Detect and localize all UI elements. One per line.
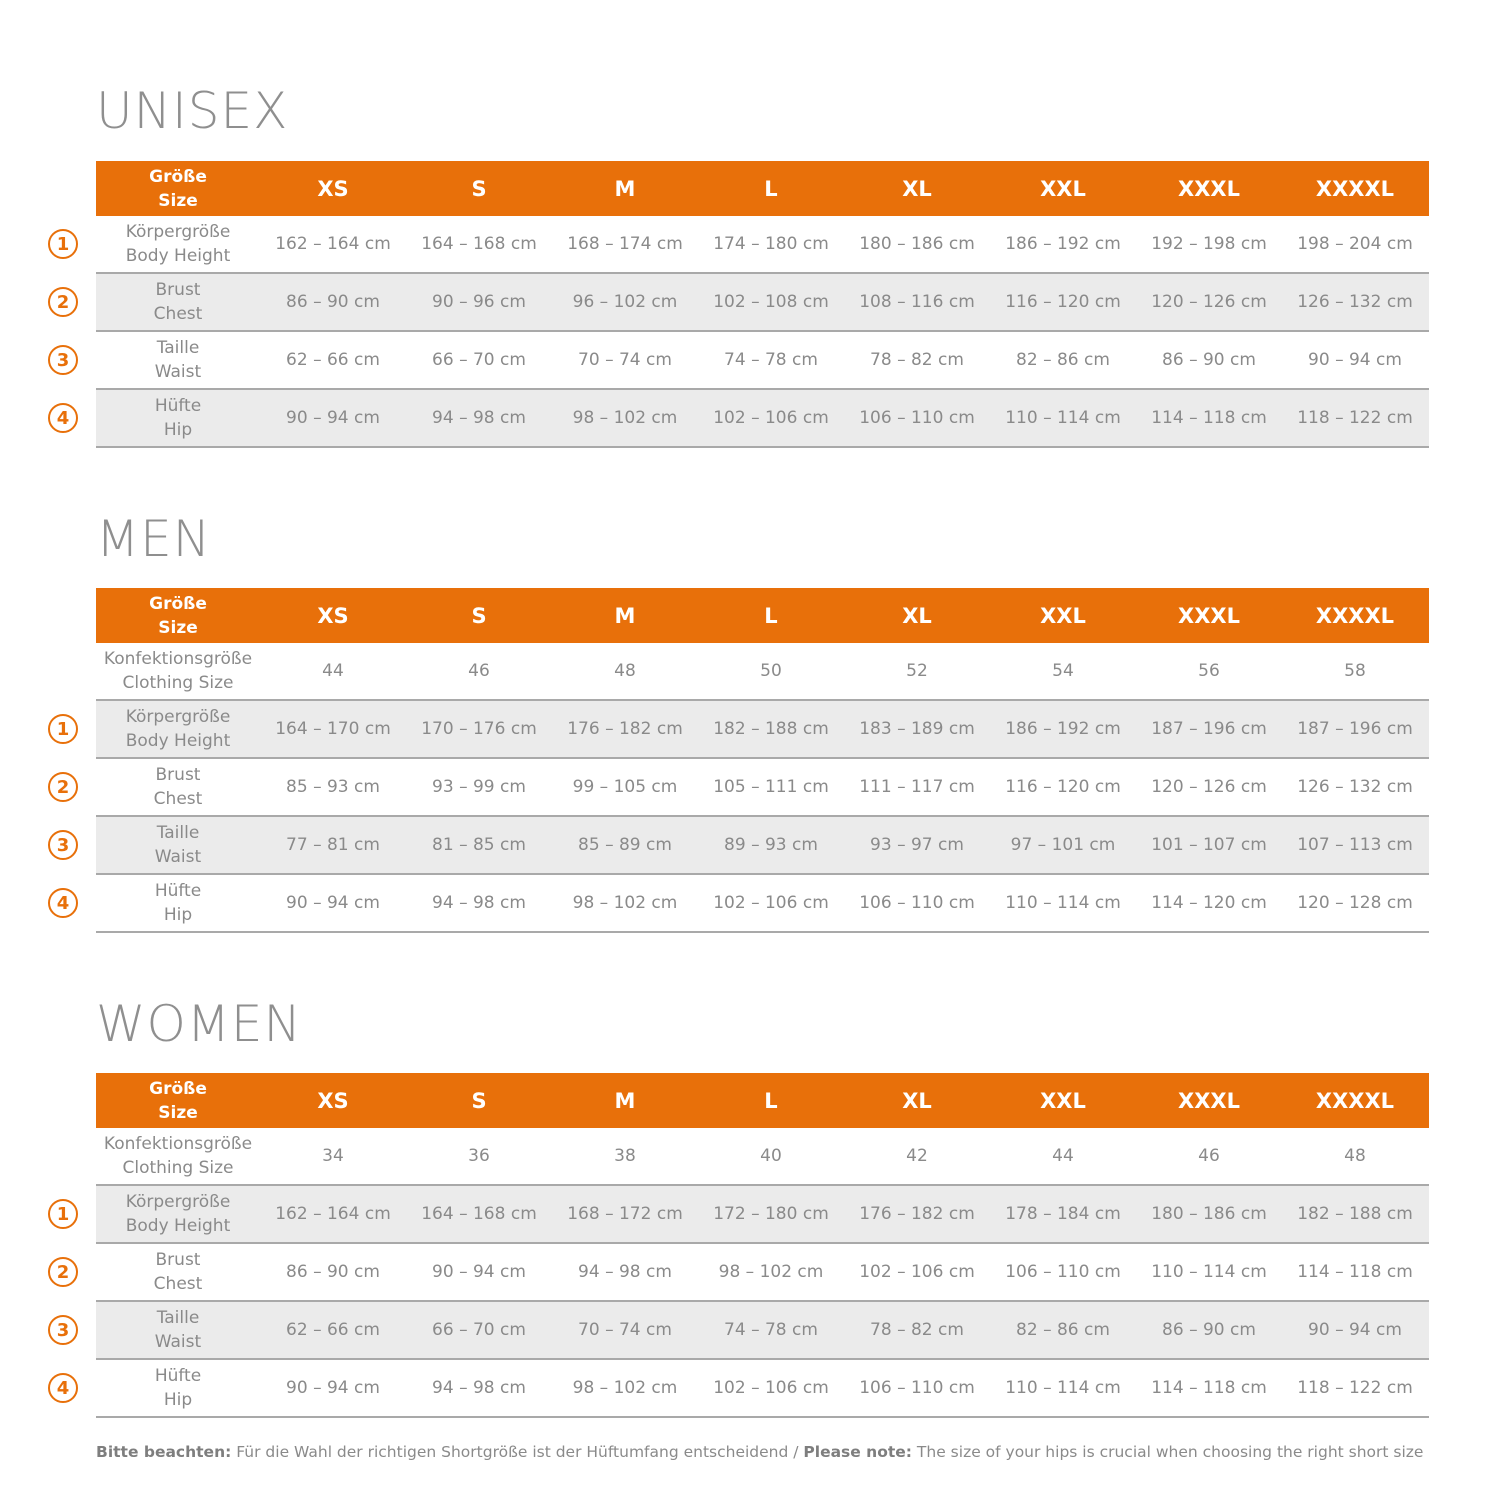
- table-cell: 187 – 196 cm: [1297, 719, 1413, 739]
- size-column-header: L: [764, 1088, 778, 1113]
- table-row: [96, 1360, 1429, 1418]
- table-row: [96, 390, 1429, 448]
- row-label-de: Brust: [155, 280, 201, 300]
- table-cell: 93 – 99 cm: [432, 777, 526, 797]
- table-row: [96, 1128, 1429, 1186]
- size-column-header: S: [471, 1088, 487, 1113]
- row-number-badge: 1: [48, 229, 78, 259]
- table-cell: 101 – 107 cm: [1151, 835, 1267, 855]
- table-cell: 50: [760, 661, 782, 681]
- table-header-row: [96, 161, 1429, 216]
- table-cell: 108 – 116 cm: [859, 292, 975, 312]
- table-row: [96, 759, 1429, 817]
- table-cell: 120 – 126 cm: [1151, 292, 1267, 312]
- table-cell: 182 – 188 cm: [1297, 1204, 1413, 1224]
- table-cell: 106 – 110 cm: [1005, 1262, 1121, 1282]
- table-cell: 106 – 110 cm: [859, 893, 975, 913]
- table-cell: 164 – 168 cm: [421, 234, 537, 254]
- table-cell: 90 – 96 cm: [432, 292, 526, 312]
- size-column-header: XXL: [1040, 603, 1086, 628]
- row-label: [96, 879, 260, 927]
- table-cell: 94 – 98 cm: [432, 408, 526, 428]
- table-cell: 102 – 106 cm: [713, 1378, 829, 1398]
- row-label-en: Hip: [163, 905, 193, 925]
- footnote-en-text: The size of your hips is crucial when choosing the right short size: [912, 1443, 1424, 1461]
- header-label-en: Size: [158, 190, 198, 211]
- table-cell: 198 – 204 cm: [1297, 234, 1413, 254]
- row-label: [96, 647, 260, 695]
- table-row: [96, 817, 1429, 875]
- table-row: [96, 1244, 1429, 1302]
- table-cell: 90 – 94 cm: [286, 408, 380, 428]
- row-label-en: Chest: [153, 789, 203, 809]
- row-label-en: Waist: [154, 362, 202, 382]
- row-label: [96, 1248, 260, 1296]
- table-cell: 62 – 66 cm: [286, 1320, 380, 1340]
- table-cell: 44: [1052, 1146, 1074, 1166]
- table-cell: 85 – 93 cm: [286, 777, 380, 797]
- table-cell: 90 – 94 cm: [1308, 350, 1402, 370]
- table-cell: 74 – 78 cm: [724, 350, 818, 370]
- table-cell: 192 – 198 cm: [1151, 234, 1267, 254]
- table-cell: 110 – 114 cm: [1151, 1262, 1267, 1282]
- table-cell: 126 – 132 cm: [1297, 777, 1413, 797]
- size-column-header: XXXXL: [1315, 1088, 1395, 1113]
- row-label-en: Chest: [153, 304, 203, 324]
- size-column-header: L: [764, 603, 778, 628]
- row-label-en: Waist: [154, 847, 202, 867]
- table-cell: 52: [906, 661, 928, 681]
- table-cell: 90 – 94 cm: [286, 893, 380, 913]
- table-cell: 118 – 122 cm: [1297, 408, 1413, 428]
- table-cell: 116 – 120 cm: [1005, 777, 1121, 797]
- row-label-en: Body Height: [125, 246, 231, 266]
- size-column-header: XL: [902, 603, 932, 628]
- row-number-badge: 1: [48, 1199, 78, 1229]
- table-cell: 99 – 105 cm: [572, 777, 678, 797]
- table-cell: 66 – 70 cm: [432, 1320, 526, 1340]
- table-row: [96, 1302, 1429, 1360]
- table-cell: 106 – 110 cm: [859, 408, 975, 428]
- table-cell: 172 – 180 cm: [713, 1204, 829, 1224]
- table-cell: 96 – 102 cm: [572, 292, 678, 312]
- section-title: WOMEN: [96, 995, 302, 1053]
- table-cell: 176 – 182 cm: [567, 719, 683, 739]
- table-cell: 116 – 120 cm: [1005, 292, 1121, 312]
- row-number-badge: 3: [48, 1315, 78, 1345]
- table-cell: 162 – 164 cm: [275, 234, 391, 254]
- row-label: [96, 336, 260, 384]
- table-cell: 74 – 78 cm: [724, 1320, 818, 1340]
- header-label-en: Size: [158, 1102, 198, 1123]
- table-cell: 118 – 122 cm: [1297, 1378, 1413, 1398]
- row-label: [96, 705, 260, 753]
- table-cell: 110 – 114 cm: [1005, 1378, 1121, 1398]
- size-column-header: M: [614, 603, 636, 628]
- table-cell: 102 – 106 cm: [713, 408, 829, 428]
- table-cell: 98 – 102 cm: [718, 1262, 824, 1282]
- row-label: [96, 1364, 260, 1412]
- table-cell: 48: [1344, 1146, 1366, 1166]
- table-cell: 40: [760, 1146, 782, 1166]
- row-label-en: Waist: [154, 1332, 202, 1352]
- table-cell: 168 – 174 cm: [567, 234, 683, 254]
- table-cell: 48: [614, 661, 636, 681]
- size-column-header: XXXL: [1178, 176, 1240, 201]
- table-cell: 62 – 66 cm: [286, 350, 380, 370]
- row-number-badge: 1: [48, 714, 78, 744]
- table-cell: 66 – 70 cm: [432, 350, 526, 370]
- header-size-label: [96, 165, 260, 213]
- table-header-row: [96, 588, 1429, 643]
- section-title: UNISEX: [96, 82, 289, 140]
- table-cell: 85 – 89 cm: [578, 835, 672, 855]
- row-label-en: Chest: [153, 1274, 203, 1294]
- table-cell: 102 – 108 cm: [713, 292, 829, 312]
- row-label: [96, 1306, 260, 1354]
- table-cell: 111 – 117 cm: [859, 777, 975, 797]
- table-cell: 164 – 168 cm: [421, 1204, 537, 1224]
- table-cell: 174 – 180 cm: [713, 234, 829, 254]
- table-cell: 36: [468, 1146, 490, 1166]
- table-cell: 106 – 110 cm: [859, 1378, 975, 1398]
- table-cell: 46: [468, 661, 490, 681]
- table-cell: 78 – 82 cm: [870, 1320, 964, 1340]
- size-column-header: XS: [317, 603, 349, 628]
- table-cell: 90 – 94 cm: [1308, 1320, 1402, 1340]
- table-cell: 78 – 82 cm: [870, 350, 964, 370]
- table-cell: 90 – 94 cm: [432, 1262, 526, 1282]
- table-cell: 162 – 164 cm: [275, 1204, 391, 1224]
- table-cell: 110 – 114 cm: [1005, 893, 1121, 913]
- table-cell: 56: [1198, 661, 1220, 681]
- table-cell: 107 – 113 cm: [1297, 835, 1413, 855]
- row-label: [96, 821, 260, 869]
- table-cell: 110 – 114 cm: [1005, 408, 1121, 428]
- table-row: [96, 701, 1429, 759]
- table-cell: 58: [1344, 661, 1366, 681]
- table-cell: 178 – 184 cm: [1005, 1204, 1121, 1224]
- table-cell: 126 – 132 cm: [1297, 292, 1413, 312]
- row-number-badge: 3: [48, 830, 78, 860]
- table-cell: 168 – 172 cm: [567, 1204, 683, 1224]
- row-number-badge: 4: [48, 1373, 78, 1403]
- table-cell: 97 – 101 cm: [1010, 835, 1116, 855]
- row-label-en: Clothing Size: [122, 673, 234, 693]
- table-cell: 93 – 97 cm: [870, 835, 964, 855]
- row-label-de: Taille: [156, 1308, 200, 1328]
- row-number-badge: 2: [48, 287, 78, 317]
- size-table: [96, 161, 1429, 448]
- table-cell: 102 – 106 cm: [859, 1262, 975, 1282]
- table-cell: 114 – 118 cm: [1151, 408, 1267, 428]
- row-label: [96, 763, 260, 811]
- table-cell: 94 – 98 cm: [578, 1262, 672, 1282]
- table-cell: 187 – 196 cm: [1151, 719, 1267, 739]
- table-cell: 70 – 74 cm: [578, 350, 672, 370]
- row-number-badge: 4: [48, 888, 78, 918]
- table-cell: 114 – 120 cm: [1151, 893, 1267, 913]
- table-cell: 102 – 106 cm: [713, 893, 829, 913]
- header-label-de: Größe: [149, 1078, 207, 1099]
- footnote-en-bold: Please note:: [803, 1443, 912, 1461]
- footnote: [96, 1443, 1423, 1461]
- row-label-de: Hüfte: [154, 396, 202, 416]
- size-column-header: XXL: [1040, 176, 1086, 201]
- table-row: [96, 216, 1429, 274]
- table-cell: 38: [614, 1146, 636, 1166]
- table-cell: 42: [906, 1146, 928, 1166]
- row-label: [96, 394, 260, 442]
- header-label-de: Größe: [149, 593, 207, 614]
- size-column-header: S: [471, 176, 487, 201]
- table-cell: 94 – 98 cm: [432, 893, 526, 913]
- table-cell: 105 – 111 cm: [713, 777, 829, 797]
- table-cell: 46: [1198, 1146, 1220, 1166]
- table-cell: 86 – 90 cm: [1162, 1320, 1256, 1340]
- table-cell: 86 – 90 cm: [286, 1262, 380, 1282]
- footnote-de-text: Für die Wahl der richtigen Shortgröße ist der Hüftumfang entscheidend /: [231, 1443, 804, 1461]
- size-column-header: S: [471, 603, 487, 628]
- size-column-header: XXXXL: [1315, 176, 1395, 201]
- row-label-de: Taille: [156, 338, 200, 358]
- table-cell: 180 – 186 cm: [1151, 1204, 1267, 1224]
- size-column-header: M: [614, 1088, 636, 1113]
- table-cell: 70 – 74 cm: [578, 1320, 672, 1340]
- row-label: [96, 220, 260, 268]
- row-label-de: Konfektionsgröße: [103, 649, 253, 669]
- size-column-header: L: [764, 176, 778, 201]
- table-cell: 82 – 86 cm: [1016, 350, 1110, 370]
- table-row: [96, 643, 1429, 701]
- row-label: [96, 278, 260, 326]
- table-cell: 89 – 93 cm: [724, 835, 818, 855]
- table-cell: 120 – 126 cm: [1151, 777, 1267, 797]
- table-row: [96, 274, 1429, 332]
- row-label-de: Taille: [156, 823, 200, 843]
- header-label-en: Size: [158, 617, 198, 638]
- table-cell: 186 – 192 cm: [1005, 719, 1121, 739]
- row-label-en: Hip: [163, 420, 193, 440]
- table-cell: 82 – 86 cm: [1016, 1320, 1110, 1340]
- row-label-de: Körpergröße: [125, 1192, 231, 1212]
- table-cell: 34: [322, 1146, 344, 1166]
- size-column-header: XXL: [1040, 1088, 1086, 1113]
- row-label-en: Hip: [163, 1390, 193, 1410]
- table-cell: 86 – 90 cm: [286, 292, 380, 312]
- table-cell: 182 – 188 cm: [713, 719, 829, 739]
- table-cell: 120 – 128 cm: [1297, 893, 1413, 913]
- row-label-de: Brust: [155, 765, 201, 785]
- size-column-header: XS: [317, 1088, 349, 1113]
- table-cell: 164 – 170 cm: [275, 719, 391, 739]
- row-label-en: Clothing Size: [122, 1158, 234, 1178]
- table-cell: 98 – 102 cm: [572, 893, 678, 913]
- row-label-de: Körpergröße: [125, 222, 231, 242]
- table-cell: 90 – 94 cm: [286, 1378, 380, 1398]
- row-label-en: Body Height: [125, 1216, 231, 1236]
- size-column-header: XXXL: [1178, 603, 1240, 628]
- size-table: [96, 588, 1429, 933]
- size-column-header: XXXL: [1178, 1088, 1240, 1113]
- section-title: MEN: [96, 510, 212, 568]
- table-cell: 114 – 118 cm: [1297, 1262, 1413, 1282]
- row-label: [96, 1132, 260, 1180]
- table-cell: 86 – 90 cm: [1162, 350, 1256, 370]
- row-label-de: Hüfte: [154, 1366, 202, 1386]
- table-cell: 176 – 182 cm: [859, 1204, 975, 1224]
- size-column-header: XL: [902, 176, 932, 201]
- table-cell: 77 – 81 cm: [286, 835, 380, 855]
- row-label-de: Körpergröße: [125, 707, 231, 727]
- table-cell: 54: [1052, 661, 1074, 681]
- table-cell: 180 – 186 cm: [859, 234, 975, 254]
- table-cell: 170 – 176 cm: [421, 719, 537, 739]
- table-cell: 94 – 98 cm: [432, 1378, 526, 1398]
- footnote-de-bold: Bitte beachten:: [96, 1443, 232, 1461]
- row-number-badge: 2: [48, 1257, 78, 1287]
- size-column-header: M: [614, 176, 636, 201]
- row-number-badge: 2: [48, 772, 78, 802]
- header-size-label: [96, 592, 260, 640]
- table-cell: 44: [322, 661, 344, 681]
- table-row: [96, 332, 1429, 390]
- table-cell: 81 – 85 cm: [432, 835, 526, 855]
- table-cell: 186 – 192 cm: [1005, 234, 1121, 254]
- row-number-badge: 4: [48, 403, 78, 433]
- header-size-label: [96, 1077, 260, 1125]
- row-label-de: Hüfte: [154, 881, 202, 901]
- row-label-de: Konfektionsgröße: [103, 1134, 253, 1154]
- size-column-header: XXXXL: [1315, 603, 1395, 628]
- row-label-de: Brust: [155, 1250, 201, 1270]
- table-row: [96, 1186, 1429, 1244]
- header-label-de: Größe: [149, 166, 207, 187]
- table-cell: 98 – 102 cm: [572, 408, 678, 428]
- size-column-header: XL: [902, 1088, 932, 1113]
- row-label-en: Body Height: [125, 731, 231, 751]
- table-cell: 98 – 102 cm: [572, 1378, 678, 1398]
- row-label: [96, 1190, 260, 1238]
- table-row: [96, 875, 1429, 933]
- size-table: [96, 1073, 1429, 1418]
- table-header-row: [96, 1073, 1429, 1128]
- table-cell: 183 – 189 cm: [859, 719, 975, 739]
- table-cell: 114 – 118 cm: [1151, 1378, 1267, 1398]
- row-number-badge: 3: [48, 345, 78, 375]
- size-column-header: XS: [317, 176, 349, 201]
